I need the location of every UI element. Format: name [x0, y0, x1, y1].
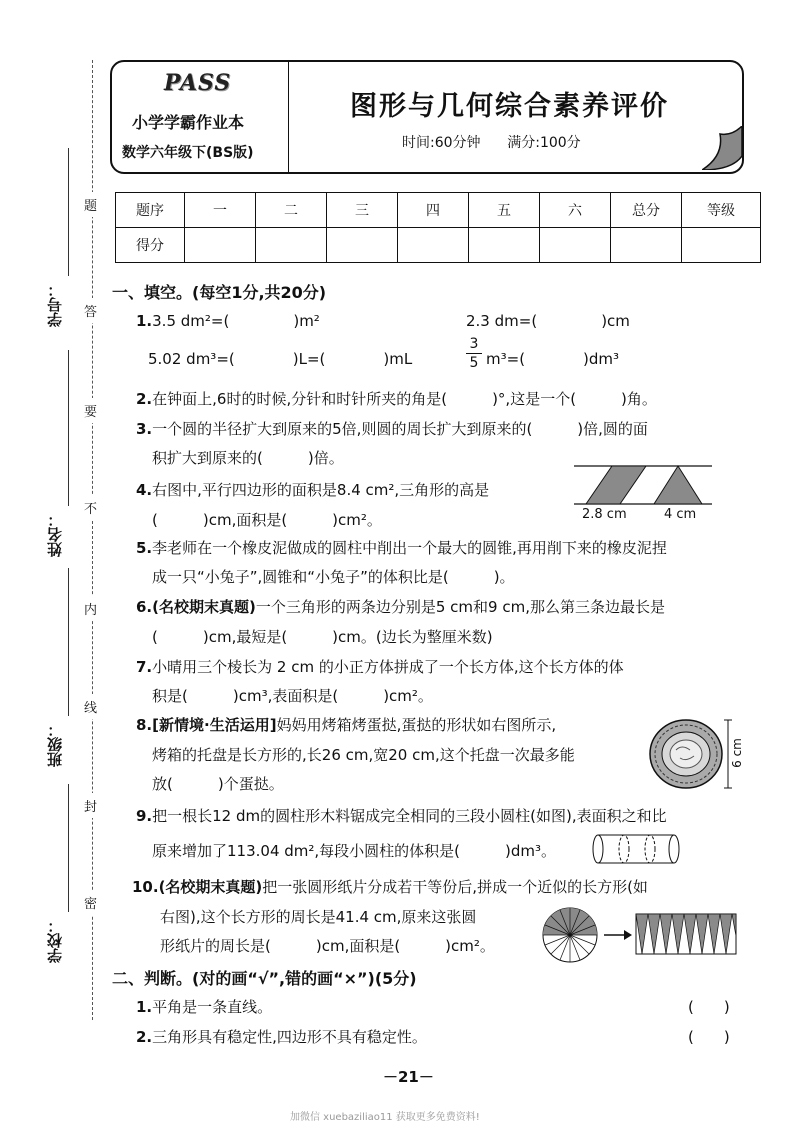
full-score: 满分:100分	[507, 135, 581, 151]
seal-char: 题	[84, 192, 97, 217]
seal-char: 不	[84, 495, 97, 520]
egg-tart-diameter-label: 6 cm	[729, 738, 744, 768]
name-label: 姓名：	[46, 512, 64, 557]
cylinder-figure	[592, 832, 682, 866]
table-cell: 六	[540, 193, 611, 228]
question-6-line2: ( )cm,最短是( )cm。(边长为整厘米数)	[152, 628, 493, 646]
table-cell: 总分	[611, 193, 682, 228]
table-cell: 四	[398, 193, 469, 228]
question-2: 2.在钟面上,6时的时候,分针和时针所夹的角是( )°,这是一个( )角。	[136, 390, 657, 408]
question-10: 10.(名校期末真题)把一张圆形纸片分成若干等份后,拼成一个近似的长方形(如	[132, 878, 648, 896]
figure-label-triangle: 4 cm	[664, 507, 697, 522]
seal-char: 封	[84, 793, 97, 818]
school-label: 学校：	[46, 918, 64, 963]
seal-char: 答	[84, 298, 97, 323]
header-box	[110, 60, 744, 174]
table-cell: 二	[256, 193, 327, 228]
fraction-bar	[466, 353, 482, 354]
question-5: 5.李老师在一个橡皮泥做成的圆柱中削出一个最大的圆锥,再用削下来的橡皮泥捏	[136, 539, 667, 557]
question-4-line2: ( )cm,面积是( )cm²。	[152, 511, 382, 529]
question-7-line2: 积是( )cm³,表面积是( )cm²。	[152, 687, 433, 705]
pass-logo: PASS	[164, 70, 232, 96]
score-cell[interactable]	[611, 228, 682, 263]
logo-box	[112, 62, 289, 172]
table-cell: 三	[327, 193, 398, 228]
watermark: 加微信 xuebaziliao11 获取更多免费资料!	[290, 1112, 480, 1123]
question-3: 3.一个圆的半径扩大到原来的5倍,则圆的周长扩大到原来的( )倍,圆的面	[136, 420, 648, 438]
score-cell[interactable]	[682, 228, 761, 263]
seal-char: 要	[84, 398, 97, 423]
judgement-2: 2.三角形具有稳定性,四边形不具有稳定性。	[136, 1028, 427, 1046]
section-2-title: 二、判断。(对的画“√”,错的画“×”)(5分)	[112, 969, 417, 988]
question-8-line2: 烤箱的托盘是长方形的,长26 cm,宽20 cm,这个托盘一次最多能	[152, 746, 575, 764]
page-number: －21－	[383, 1068, 434, 1086]
circle-to-rectangle-figure	[540, 906, 740, 964]
grade-label: 数学六年级下(BS版)	[122, 145, 254, 161]
question-8-line3: 放( )个蛋挞。	[152, 775, 284, 793]
table-row	[116, 228, 761, 263]
seal-char: 内	[84, 596, 97, 621]
score-cell[interactable]	[327, 228, 398, 263]
judgement-2-answer[interactable]: ( )	[688, 1028, 730, 1046]
question-1b: 2.3 dm=( )cm	[466, 312, 630, 330]
table-cell: 一	[185, 193, 256, 228]
score-cell[interactable]	[540, 228, 611, 263]
seal-char: 线	[84, 694, 97, 719]
fraction: 3 5	[466, 336, 482, 371]
section-1-title: 一、填空。(每空1分,共20分)	[112, 283, 327, 302]
table-row	[116, 193, 761, 228]
question-5-line2: 成一只“小兔子”,圆锥和“小兔子”的体积比是( )。	[152, 568, 515, 586]
score-cell[interactable]	[185, 228, 256, 263]
egg-tart-figure	[648, 712, 738, 796]
school-field[interactable]	[68, 784, 69, 912]
score-cell[interactable]	[469, 228, 540, 263]
score-cell[interactable]	[256, 228, 327, 263]
exam-info	[402, 132, 581, 152]
question-6: 6.(名校期末真题)一个三角形的两条边分别是5 cm和9 cm,那么第三条边最长是	[136, 598, 665, 616]
score-table	[115, 192, 761, 263]
judgement-1: 1.平角是一条直线。	[136, 998, 273, 1016]
table-cell: 等级	[682, 193, 761, 228]
figure-label-base: 2.8 cm	[582, 507, 627, 522]
question-10-line3: 形纸片的周长是( )cm,面积是( )cm²。	[160, 937, 495, 955]
class-field[interactable]	[68, 568, 69, 716]
table-cell: 五	[469, 193, 540, 228]
judgement-1-answer[interactable]: ( )	[688, 998, 730, 1016]
question-10-line2: 右图),这个长方形的周长是41.4 cm,原来这张圆	[160, 908, 477, 926]
student-id-field[interactable]	[68, 148, 69, 276]
question-1d: m³=( )dm³	[486, 350, 620, 368]
time-limit: 时间:60分钟	[402, 135, 481, 151]
question-8: 8.[新情境·生活运用]妈妈用烤箱烤蛋挞,蛋挞的形状如右图所示,	[136, 716, 557, 734]
class-label: 班级：	[46, 722, 64, 767]
page-curl-icon	[702, 126, 742, 170]
question-9-line2: 原来增加了113.04 dm²,每段小圆柱的体积是( )dm³。	[152, 842, 557, 860]
student-id-label: 学号：	[46, 282, 64, 327]
name-field[interactable]	[68, 350, 69, 506]
question-7: 7.小晴用三个棱长为 2 cm 的小正方体拼成了一个长方体,这个长方体的体	[136, 658, 624, 676]
brand-name: 小学学霸作业本	[132, 113, 245, 132]
question-3-line2: 积扩大到原来的( )倍。	[152, 449, 344, 467]
score-cell[interactable]	[398, 228, 469, 263]
question-1c: 5.02 dm³=( )L=( )mL	[148, 350, 413, 368]
seal-char: 密	[84, 890, 97, 915]
question-9: 9.把一根长12 dm的圆柱形木料锯成完全相同的三段小圆柱(如图),表面积之和比	[136, 807, 667, 825]
table-cell: 得分	[116, 228, 185, 263]
page-title: 图形与几何综合素养评价	[350, 91, 669, 122]
table-cell: 题序	[116, 193, 185, 228]
question-4: 4.右图中,平行四边形的面积是8.4 cm²,三角形的高是	[136, 481, 490, 499]
question-1a: 1.3.5 dm²=( )m²	[136, 312, 320, 330]
